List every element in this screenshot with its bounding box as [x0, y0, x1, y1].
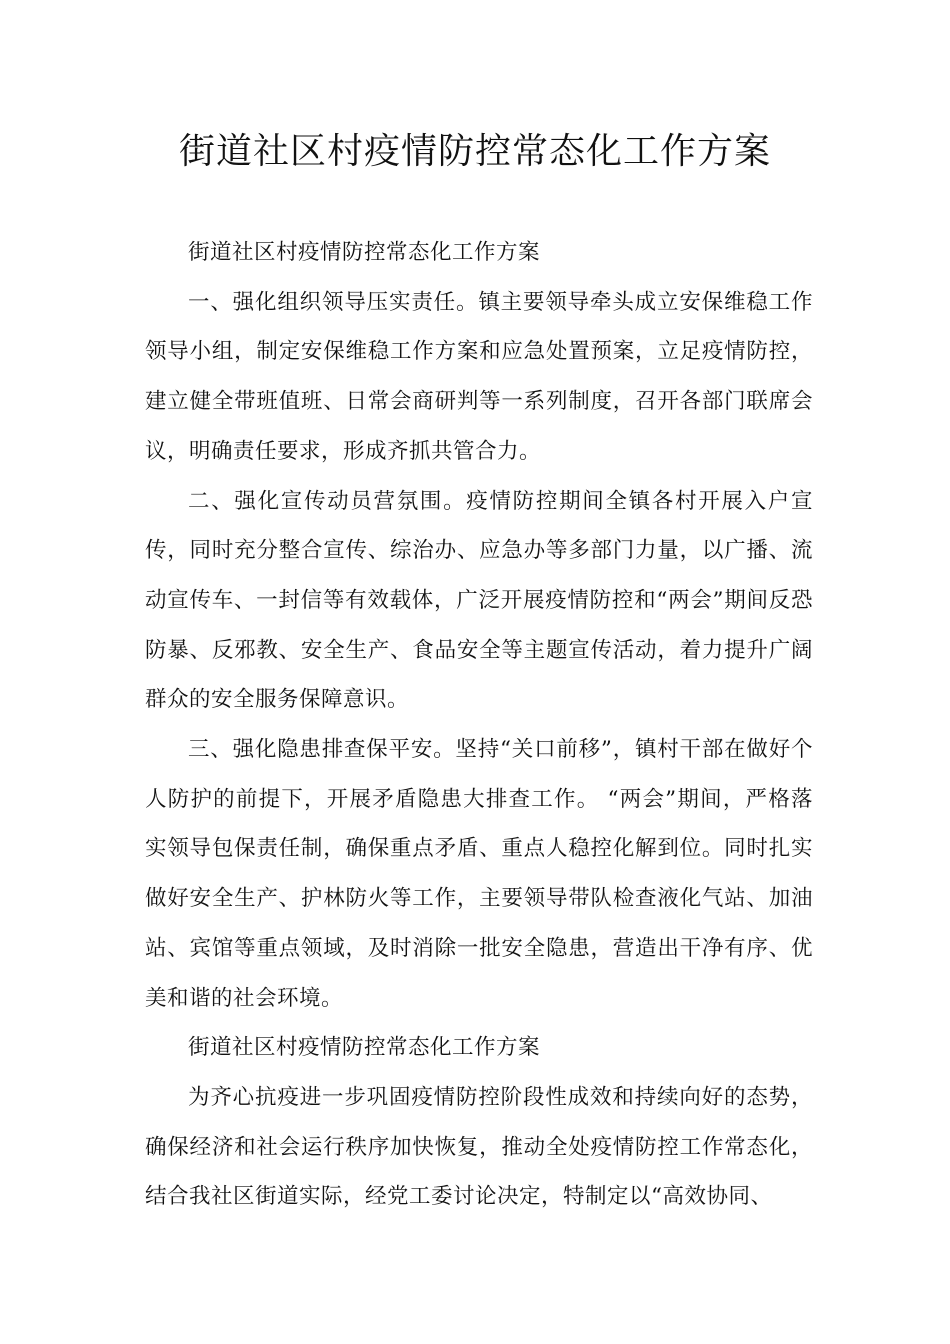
- paragraph-subtitle: 街道社区村疫情防控常态化工作方案: [188, 240, 541, 265]
- paragraph-section-2: 二、强化宣传动员营氛围。疫情防控期间全镇各村开展入户宣传，同时充分整合宣传、综治办、应急办等多部门力量，以广播、流动宣传车、一封信等有效载体，广泛开展疫情防控和“两会”期间反恐防暴、反邪教、安全生产、食品安全等主题宣传活动，着力提升广阔群众的安全服务保障意识。: [145, 488, 813, 713]
- document-title: 街道社区村疫情防控常态化工作方案: [178, 131, 771, 172]
- paragraph-intro: 为齐心抗疫进一步巩固疫情防控阶段性成效和持续向好的态势，确保经济和社会运行秩序加快恢复，推动全处疫情防控工作常态化，结合我社区街道实际，经党工委讨论决定，特制定以“高效协同、: [145, 1084, 813, 1210]
- paragraph-subtitle-2: 街道社区村疫情防控常态化工作方案: [188, 1035, 541, 1061]
- paragraph-section-1: 一、强化组织领导压实责任。镇主要领导牵头成立安保维稳工作领导小组，制定安保维稳工作方案和应急处置预案，立足疫情防控，建立健全带班值班、日常会商研判等一系列制度，召开各部门联席会议，明确责任要求，形成齐抓共管合力。: [145, 289, 813, 464]
- paragraph-section-3: 三、强化隐患排查保平安。坚持“关口前移”，镇村干部在做好个人防护的前提下，开展矛盾隐患大排查工作。 “两会”期间，严格落实领导包保责任制，确保重点矛盾、重点人稳控化解到位。同时扎实做好安全生产、护林防火等工作，主要领导带队检查液化气站、加油站、宾馆等重点领域，及时消除一批安全隐患，营造出干净有序、优美和谐的社会环境。: [145, 737, 813, 1011]
- document-body: [145, 228, 813, 1222]
